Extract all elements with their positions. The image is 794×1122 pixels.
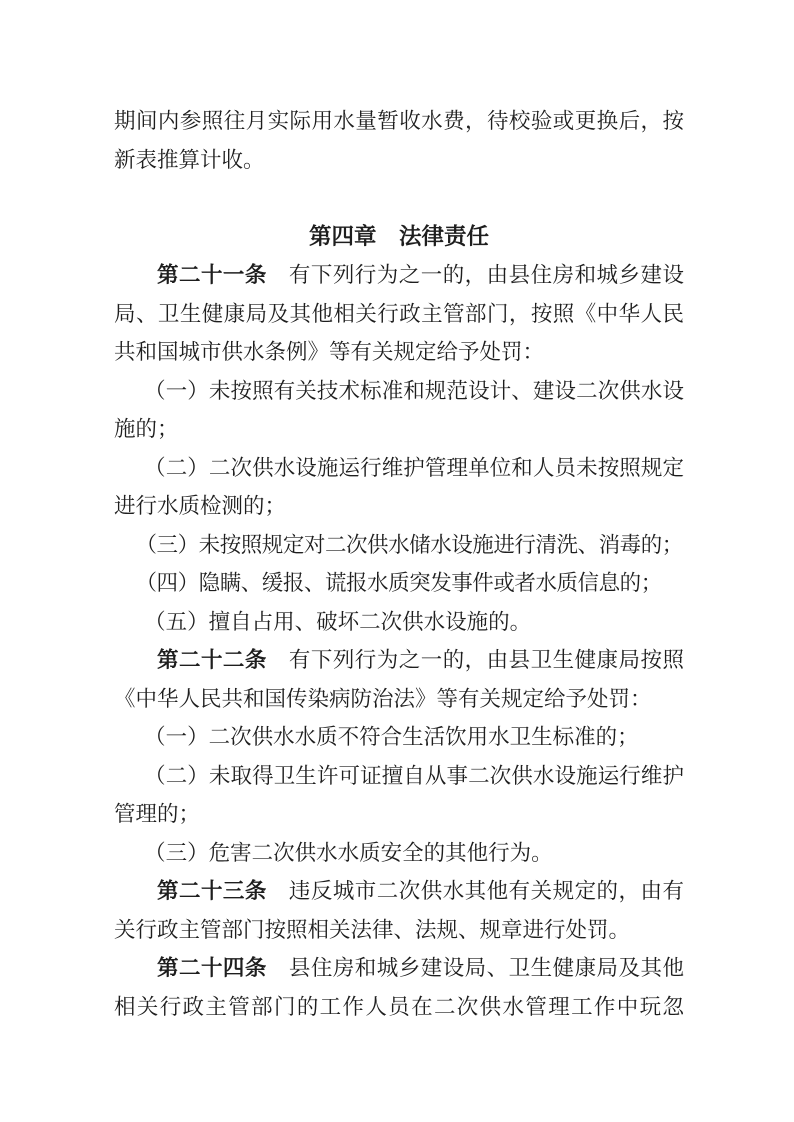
chapter-heading: 第四章 法律责任 [308,223,489,249]
document-line: 关行政主管部门按照相关法律、法规、规章进行处罚。 [114,917,631,942]
document-line: 第二十二条 有下列行为之一的，由县卫生健康局按照 [157,648,684,672]
document-line: （一）未按照有关技术标准和规范设计、建设二次供水设 [144,378,684,403]
article-number: 第二十四条 [157,956,267,980]
document-line: 施的； [114,417,179,441]
document-line: 进行水质检测的； [114,494,287,518]
article-number: 第二十二条 [157,648,267,672]
document-line: 局、卫生健康局及其他相关行政主管部门，按照《中华人民 [114,301,684,326]
document-text-block [114,102,684,1026]
document-line: 《中华人民共和国传染病防治法》等有关规定给予处罚： [114,686,652,711]
article-number: 第二十三条 [157,879,267,903]
document-line: 共和国城市供水条例》等有关规定给予处罚： [114,340,545,364]
document-line: （五）擅自占用、破坏二次供水设施的。 [144,609,532,634]
document-line: （二）未取得卫生许可证擅自从事二次供水设施运行维护 [144,763,684,788]
document-line: 新表推算计收。 [114,147,265,172]
document-line: 第二十四条 县住房和城乡建设局、卫生健康局及其他 [157,956,684,980]
document-line: 管理的； [114,802,201,826]
document-line: （四）隐瞒、缓报、谎报水质突发事件或者水质信息的； [135,571,662,595]
blank-line [114,179,684,218]
document-line: 相关行政主管部门的工作人员在二次供水管理工作中玩忽 [114,994,684,1019]
document-line: 第二十三条 违反城市二次供水其他有关规定的，由有 [157,879,684,903]
document-line: （三）危害二次供水水质安全的其他行为。 [144,840,553,865]
document-line: （三）未按照规定对二次供水储水设施进行清洗、消毒的； [135,532,683,557]
article-number: 第二十一条 [157,263,267,287]
document-line: 期间内参照往月实际用水量暂收水费，待校验或更换后，按 [114,109,684,133]
document-line: 第二十一条 有下列行为之一的，由县住房和城乡建设 [157,263,684,287]
document-line: （一）二次供水水质不符合生活饮用水卫生标准的； [144,725,639,749]
document-line: （二）二次供水设施运行维护管理单位和人员未按照规定 [144,455,684,480]
